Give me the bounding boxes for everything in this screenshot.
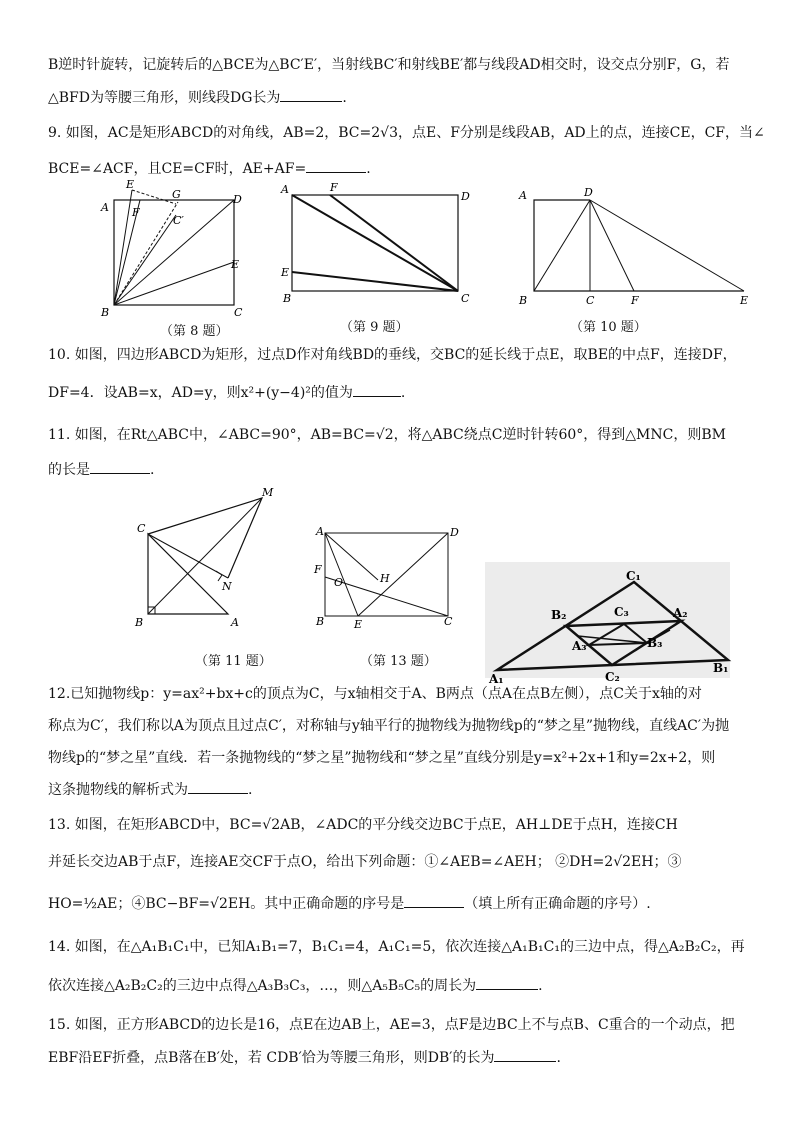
fig9-label-B: B (283, 292, 292, 305)
p11-dot: . (150, 462, 155, 478)
p11-text: 的长是 (48, 462, 90, 478)
p10-text: DF=4．设AB=x，AD=y，则x²+(y−4)²的值为 (48, 385, 353, 401)
fig14-label-B3: B₃ (647, 636, 663, 650)
fig13-label-H: H (380, 572, 390, 585)
fig14-label-B2: B₂ (551, 608, 567, 622)
fig13-label-E: E (354, 618, 363, 631)
p11-line-2 (48, 459, 154, 480)
fig11-label-N: N (222, 580, 232, 593)
fig13-label-C: C (444, 615, 453, 628)
p12-line-1: 12.已知抛物线p：y=ax²+bx+c的顶点为C，与x轴相交于A、B两点（点A在点B左侧），点C关于x轴的对 (48, 686, 702, 702)
fig14-label-B1: B₁ (713, 661, 729, 675)
fig14-label-C3: C₃ (614, 605, 629, 619)
p13-line-3 (48, 893, 651, 914)
answer-blank-8 (280, 87, 342, 102)
fig13-label-O: O (334, 576, 344, 589)
fig13-label-D: D (450, 526, 459, 539)
fig9-label-F: F (330, 181, 338, 194)
fig10-label-F: F (631, 294, 639, 307)
fig14-label-C1: C₁ (626, 569, 641, 583)
p8-text: △BFD为等腰三角形，则线段DG长为 (48, 90, 281, 106)
p8-line-1: B逆时针旋转，记旋转后的△BCE为△BC′E′，当射线BC′和射线BE′都与线段AD相交时，设交点分别F，G，若 (48, 57, 730, 73)
p15-line-1: 15. 如图，正方形ABCD的边长是16，点E在边AB上，AE=3，点F是边BC上不与点B、C重合的一个动点，把 (48, 1017, 735, 1033)
fig8-label-G: G (172, 188, 181, 201)
answer-blank-9 (306, 158, 366, 173)
fig11-label-B: B (135, 616, 144, 629)
fig10-label-D: D (584, 186, 593, 199)
fig10-label-B: B (519, 294, 528, 307)
p13-text: HO=½AE；④BC−BF=√2EH。其中正确命题的序号是 (48, 896, 405, 912)
fig14-label-A1: A₁ (489, 672, 504, 686)
p10-line-1: 10. 如图，四边形ABCD为矩形，过点D作对角线BD的垂线，交BC的延长线于点E，取BE的中点F，连接DF， (48, 347, 737, 363)
p9-text: BCE=∠ACF，且CE=CF时，AE+AF= (48, 161, 307, 177)
fig8-label-E2: E (231, 258, 240, 271)
p12-dot: . (248, 782, 253, 798)
p12-line-4 (48, 779, 252, 800)
fig10-label-A: A (519, 189, 527, 202)
p9-dot: . (366, 161, 371, 177)
fig9-label-A: A (281, 183, 289, 196)
p12-line-3: 物线p的“梦之星”直线．若一条抛物线的“梦之星”抛物线和“梦之星”直线分别是y=x²+2x+1和y=2x+2，则 (48, 750, 716, 766)
caption-fig8: （第 8 题） (160, 324, 229, 339)
caption-fig10: （第 10 题） (570, 320, 647, 335)
p9-line-1: 9. 如图，AC是矩形ABCD的对角线，AB=2，BC=2√3，点E、F分别是线段AB，AD上的点，连接CE，CF，当∠ (48, 125, 765, 141)
fig13-label-A: A (316, 525, 324, 538)
answer-blank-15 (494, 1047, 556, 1062)
p13-text-tail: （填上所有正确命题的序号）. (464, 896, 651, 912)
p15-text: EBF沿EF折叠，点B落在B′处，若 CDB′恰为等腰三角形，则DB′的长为 (48, 1050, 495, 1066)
p14-text: 依次连接△A₂B₂C₂的三边中点得△A₃B₃C₃，…，则△A₅B₅C₅的周长为 (48, 978, 477, 994)
p14-line-1: 14. 如图，在△A₁B₁C₁中，已知A₁B₁=7，B₁C₁=4，A₁C₁=5，依次连接△A₁B₁C₁的三边中点，得△A₂B₂C₂，再 (48, 939, 745, 955)
p15-line-2 (48, 1047, 561, 1068)
fig11-label-M: M (262, 486, 274, 499)
answer-blank-13 (404, 893, 464, 908)
fig14-label-A3: A₃ (572, 639, 587, 653)
fig8-label-B: B (101, 306, 110, 319)
fig9-label-E: E (281, 266, 290, 279)
p12-line-2: 称点为C′，我们称以A为顶点且过点C′，对称轴与y轴平行的抛物线为抛物线p的“梦之星”抛物线，直线AC′为抛 (48, 718, 730, 734)
fig13-label-F: F (314, 563, 322, 576)
fig11-label-A: A (231, 616, 239, 629)
answer-blank-12 (188, 779, 248, 794)
fig9-label-C: C (461, 292, 470, 305)
answer-blank-10 (353, 382, 401, 397)
fig14-label-C2: C₂ (605, 670, 620, 684)
fig8-label-E: E (126, 178, 135, 191)
p10-line-2 (48, 382, 405, 403)
p13-line-1: 13. 如图，在矩形ABCD中，BC=√2AB，∠ADC的平分线交边BC于点E，AH⊥DE于点H，连接CH (48, 817, 678, 833)
p15-dot: . (556, 1050, 561, 1066)
p11-line-1: 11. 如图，在Rt△ABC中，∠ABC=90°，AB=BC=√2，将△ABC绕点C逆时针转60°，得到△MNC，则BM (48, 427, 726, 443)
fig8-label-Cp: C′ (173, 214, 184, 227)
p14-line-2 (48, 975, 543, 996)
fig8-label-F: F (132, 206, 140, 219)
fig11-label-C: C (137, 522, 146, 535)
caption-fig13: （第 13 题） (360, 654, 437, 669)
fig13-label-B: B (316, 615, 325, 628)
fig8-label-A: A (101, 201, 109, 214)
answer-blank-14 (476, 975, 538, 990)
p8-dot: . (342, 90, 347, 106)
p9-line-2 (48, 158, 371, 179)
fig9-label-D: D (461, 190, 470, 203)
fig10-label-C: C (586, 294, 595, 307)
fig14-label-A2: A₂ (673, 606, 688, 620)
caption-fig11: （第 11 题） (195, 654, 272, 669)
caption-fig9: （第 9 题） (340, 320, 409, 335)
p12-text: 这条抛物线的解析式为 (48, 782, 188, 798)
fig8-label-D: D (233, 193, 242, 206)
answer-blank-11 (90, 459, 150, 474)
p13-line-2: 并延长交边AB于点F，连接AE交CF于点O，给出下列命题：①∠AEB=∠AEH； ②DH=2√2EH；③ (48, 854, 682, 870)
fig10-label-E: E (740, 294, 749, 307)
p8-line-2 (48, 87, 347, 108)
p14-dot: . (538, 978, 543, 994)
fig8-label-C: C (234, 306, 243, 319)
p10-dot: . (400, 385, 406, 401)
